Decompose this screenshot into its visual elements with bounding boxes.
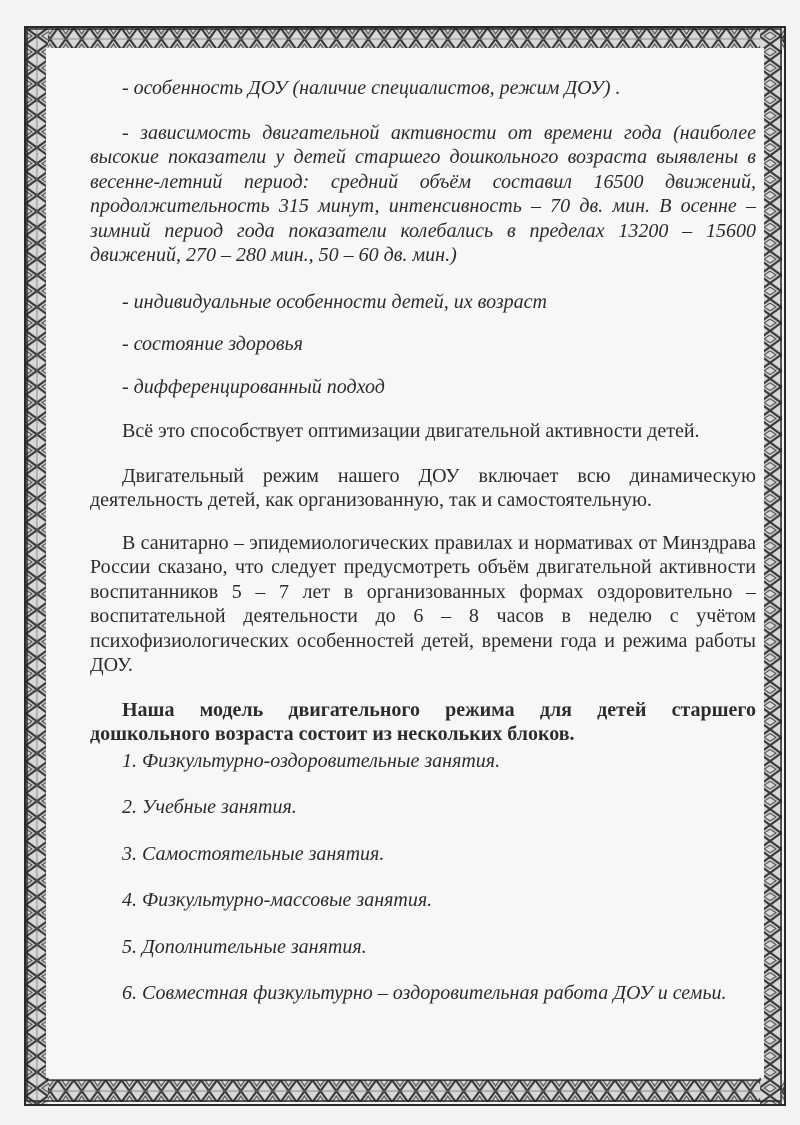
paragraph-motor-regime: Двигательный режим нашего ДОУ включает всю динамическую деятельность детей, как организованную, так и самостоятельную. (90, 464, 756, 511)
list-item-2: 2. Учебные занятия. (122, 796, 297, 818)
paragraph-differentiated-approach: - дифференцированный подход (122, 375, 385, 398)
paragraph-individual-features: - индивидуальные особенности детей, их возраст (122, 290, 547, 313)
list-item-5: 5. Дополнительные занятия. (122, 935, 367, 958)
paragraph-model-heading: Наша модель двигательного режима для детей старшего дошкольного возраста состоит из нескольких блоков. (90, 698, 756, 745)
paragraph-sanitary-rules: В санитарно – эпидемиологических правилах и нормативах от Минздрава России сказано, что следует предусмотреть объём двигательной активности воспитанников 5 – 7 лет в организованных формах оздоровительно – воспитательной деятельности до 6 – 8 часов в неделю с учётом психофизиологических особенностей детей, времени года и режима работы ДОУ. (90, 531, 756, 676)
list-item-4: 4. Физкультурно-массовые занятия. (122, 889, 433, 911)
list-item-1: 1. Физкультурно-оздоровительные занятия. (122, 749, 501, 772)
list-item-3: 3. Самостоятельные занятия. (122, 842, 385, 865)
paragraph-dou-features: - особенность ДОУ (наличие специалистов, режим ДОУ) . (122, 77, 621, 99)
paragraph-seasonal-activity: - зависимость двигательной активности от времени года (наиболее высокие показатели у детей старшего дошкольного возраста выявлены в весенне-летний период: средний объём составил 16500 движений, продолжительность 315 минут, интенсивность – 70 дв. мин. В осенне – зимний период года показатели колебались в пределах 13200 – 15600 движений, 270 – 280 мин., 50 – 60 дв. мин.) (90, 121, 756, 266)
document-text (90, 76, 756, 1006)
paragraph-optimization: Всё это способствует оптимизации двигательной активности детей. (122, 420, 700, 442)
paragraph-health-state: - состояние здоровья (122, 333, 303, 355)
list-item-6: 6. Совместная физкультурно – оздоровительная работа ДОУ и семьи. (122, 982, 727, 1004)
